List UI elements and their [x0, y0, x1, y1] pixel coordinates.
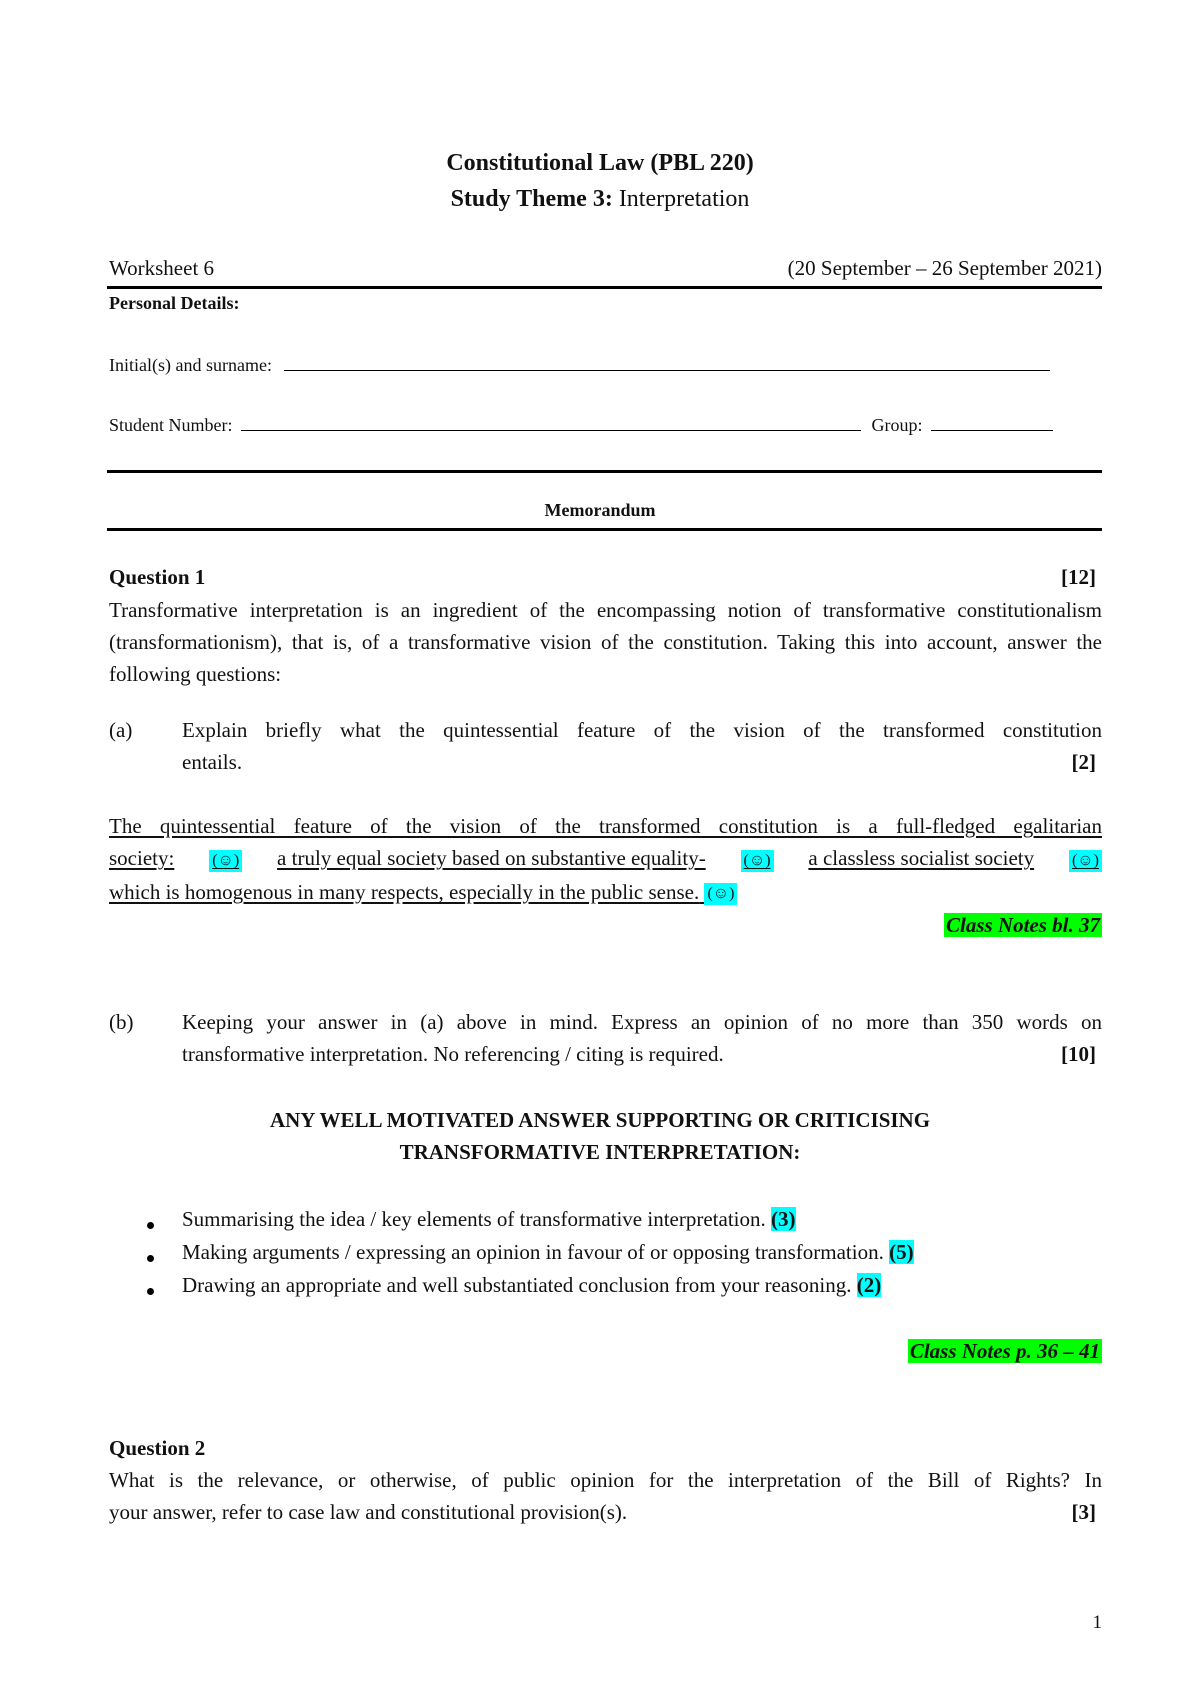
bullet-item — [182, 1207, 796, 1232]
question-1-intro: Transformative interpretation is an ingredient of the encompassing notion of transformative constitutionalism (transformationism), that is, of a transformative vision of the constitution. Taking this into account, answer the following questions: — [109, 598, 1102, 686]
initials-field[interactable] — [284, 352, 1050, 371]
q1b-heading-line2: TRANSFORMATIVE INTERPRETATION: — [399, 1140, 801, 1164]
tick-mark: (☺) — [1069, 850, 1102, 872]
bullet-item — [182, 1240, 914, 1265]
class-notes-reference: Class Notes bl. 37 — [945, 913, 1100, 937]
bullet-mark: (5) — [889, 1240, 914, 1264]
initials-label: Initial(s) and surname: — [109, 355, 272, 375]
question-1-marks: [12] — [1061, 565, 1096, 589]
bullet-mark: (3) — [771, 1207, 796, 1231]
tick-mark: (☺) — [704, 883, 737, 905]
course-title: Constitutional Law (PBL 220) — [446, 150, 754, 176]
q1a-line1: Explain briefly what the quintessential feature of the vision of the transformed constitution — [182, 718, 1102, 742]
student-number-field[interactable] — [241, 412, 861, 431]
divider — [107, 528, 1102, 531]
bullet-icon — [147, 1288, 154, 1295]
group-field[interactable] — [931, 412, 1053, 431]
bullet-item — [182, 1273, 881, 1298]
q1b-line1: Keeping your answer in (a) above in mind. Express an opinion of no more than 350 words on — [182, 1010, 1102, 1034]
student-number-row — [109, 412, 1102, 436]
group-label: Group: — [871, 415, 923, 435]
question-2-marks: [3] — [1071, 1500, 1096, 1524]
class-notes-reference: Class Notes p. 36 – 41 — [909, 1339, 1100, 1363]
answer-line-1: The quintessential feature of the vision of the transformed constitution is a full-fledged egalitarian — [109, 814, 1102, 838]
answer-seg-3: a classless socialist society — [808, 846, 1035, 870]
bullet-text: Making arguments / expressing an opinion in favour of or opposing transformation. — [182, 1240, 884, 1264]
divider — [107, 470, 1102, 473]
q1b-heading-line1: ANY WELL MOTIVATED ANSWER SUPPORTING OR CRITICISING — [269, 1108, 931, 1132]
q1a-label: (a) — [109, 718, 133, 742]
memorandum-title: Memorandum — [544, 500, 656, 520]
theme-label: Study Theme 3: — [450, 186, 613, 212]
q1b-marks: [10] — [1061, 1042, 1096, 1066]
student-number-label: Student Number: — [109, 415, 233, 435]
personal-details-heading: Personal Details: — [109, 293, 240, 313]
bullet-mark: (2) — [856, 1273, 882, 1297]
page-number: 1 — [1092, 1612, 1102, 1633]
answer-seg-1: society: — [109, 846, 175, 870]
answer-line-3 — [109, 880, 737, 905]
bullet-icon — [147, 1255, 154, 1262]
answer-seg-4: which is homogenous in many respects, especially in the public sense. — [109, 880, 700, 904]
divider — [107, 286, 1102, 289]
q1b-reference — [908, 1339, 1102, 1364]
q1b-line2: transformative interpretation. No referencing / citing is required. — [182, 1042, 724, 1066]
question-2-line1: What is the relevance, or otherwise, of public opinion for the interpretation of the Bill of Rights? In — [109, 1468, 1102, 1492]
tick-mark: (☺) — [741, 850, 774, 872]
answer-seg-2: a truly equal society based on substantive equality- — [277, 846, 706, 870]
question-2-line2: your answer, refer to case law and constitutional provision(s). — [109, 1500, 628, 1524]
bullet-icon — [147, 1222, 154, 1229]
answer-line-2 — [109, 846, 1102, 872]
q1a-line2: entails. — [182, 750, 243, 774]
worksheet-dates: (20 September – 26 September 2021) — [787, 256, 1102, 280]
question-2-title: Question 2 — [109, 1436, 206, 1460]
bullet-text: Drawing an appropriate and well substantiated conclusion from your reasoning. — [182, 1273, 852, 1297]
bullet-text: Summarising the idea / key elements of transformative interpretation. — [182, 1207, 766, 1231]
theme-title — [0, 186, 1200, 213]
initials-row — [109, 352, 1102, 376]
theme-name: Interpretation — [618, 186, 750, 212]
q1a-marks: [2] — [1071, 750, 1096, 774]
worksheet-name: Worksheet 6 — [109, 256, 215, 280]
q1b-label: (b) — [109, 1010, 134, 1034]
q1a-reference — [944, 913, 1102, 938]
tick-mark: (☺) — [209, 850, 242, 872]
question-1-title: Question 1 — [109, 565, 206, 589]
